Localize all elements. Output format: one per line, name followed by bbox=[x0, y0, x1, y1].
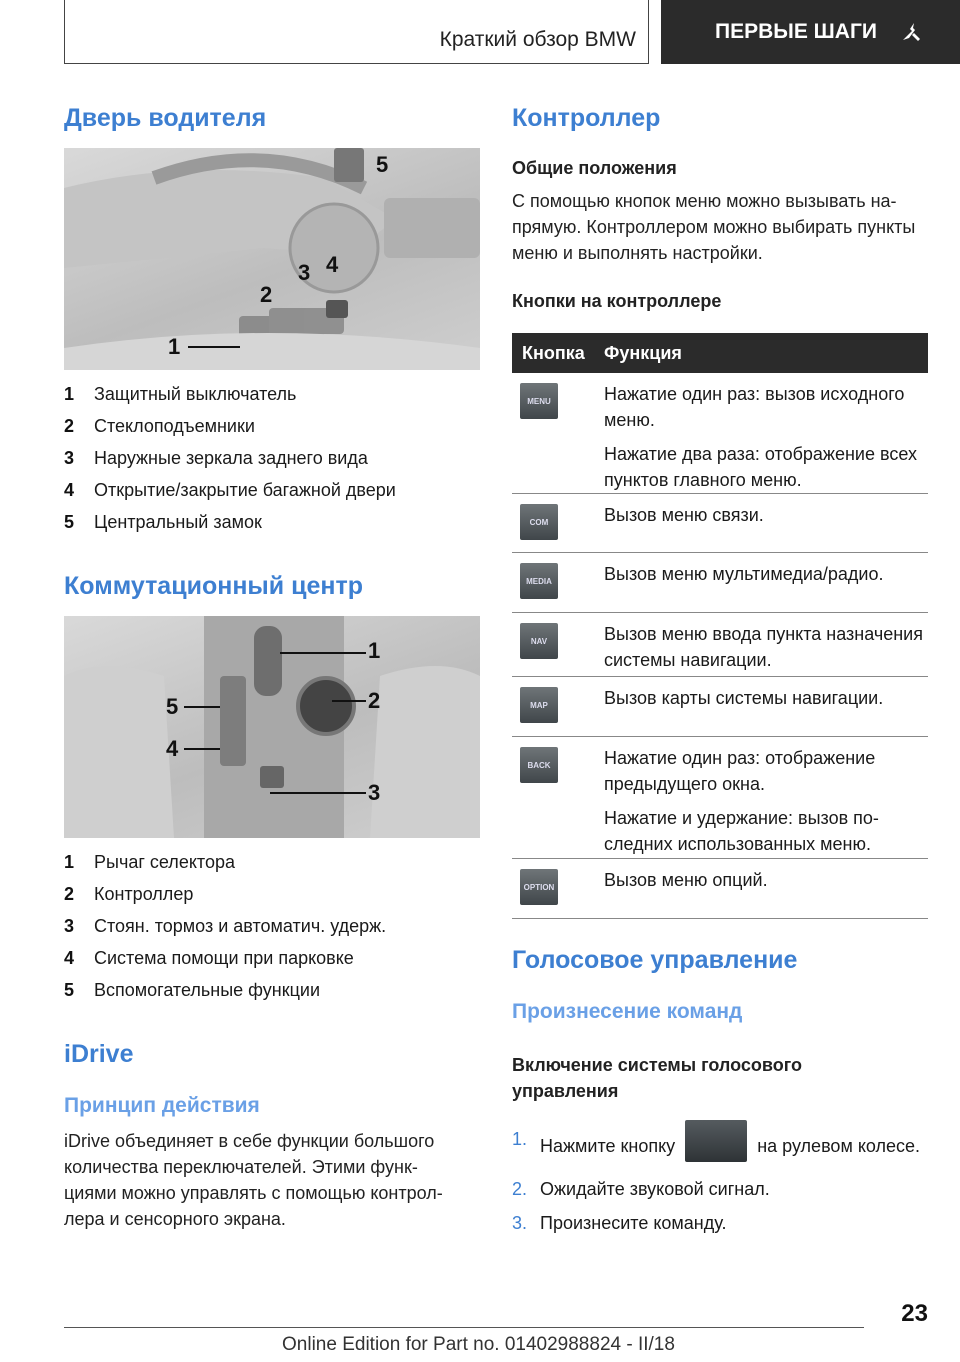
idrive-subtitle: Принцип действия bbox=[64, 1094, 260, 1117]
section-tab bbox=[661, 0, 960, 64]
table-row bbox=[512, 737, 928, 859]
item-num: 1 bbox=[64, 851, 75, 872]
table-row bbox=[512, 859, 928, 919]
callout-2: 2 bbox=[260, 282, 273, 307]
footer-text: Online Edition for Part no. 01402988824 - II/18 bbox=[282, 1334, 675, 1355]
list-item bbox=[64, 878, 480, 910]
voice-heading: Включение системы голосового управления bbox=[512, 1055, 802, 1101]
switch-center-photo bbox=[64, 616, 480, 838]
item-num: 3 bbox=[64, 447, 75, 468]
list-item bbox=[64, 506, 480, 538]
item-num: 3 bbox=[64, 915, 75, 936]
step-num: 2. bbox=[512, 1179, 528, 1199]
callout-1: 1 bbox=[368, 638, 381, 663]
list-item bbox=[64, 410, 480, 442]
item-text: Открытие/закрытие багажной двери bbox=[94, 479, 396, 500]
callout-line-3 bbox=[270, 792, 366, 794]
switch-center-legend bbox=[64, 846, 480, 1006]
section-tab-label: ПЕРВЫЕ ШАГИ bbox=[715, 20, 877, 43]
callout-line-5 bbox=[184, 706, 220, 708]
function-text: Вызов меню ввода пункта назначения системы навигации. bbox=[604, 624, 923, 670]
option-button-icon: OPTION bbox=[520, 869, 558, 905]
list-item bbox=[512, 1126, 928, 1168]
voice-title: Голосовое управление bbox=[512, 946, 798, 974]
item-text: Вспомогательные функции bbox=[94, 979, 321, 1000]
item-text: Контроллер bbox=[94, 883, 194, 904]
callout-3: 3 bbox=[298, 260, 311, 285]
list-item bbox=[512, 1210, 928, 1236]
callout-line-1 bbox=[280, 652, 366, 654]
driver-door-legend bbox=[64, 378, 480, 538]
function-text: Нажатие и удержание: вызов последних использованных меню. bbox=[604, 808, 879, 854]
list-item bbox=[64, 378, 480, 410]
callout-line-2 bbox=[332, 700, 366, 702]
item-text: Система помощи при парковке bbox=[94, 947, 354, 968]
callout-4: 4 bbox=[326, 252, 339, 277]
table-row bbox=[512, 613, 928, 677]
item-text: Центральный замок bbox=[94, 511, 262, 532]
controller-buttons-table bbox=[512, 333, 928, 919]
idrive-text: iDrive объединяет в себе функции большого количества переключателей. Этими функциями можно управлять с помощью контроллера и сенсорного экрана. bbox=[64, 1131, 443, 1229]
breadcrumb: Краткий обзор BMW bbox=[439, 28, 636, 51]
callout-line-1 bbox=[188, 346, 240, 348]
list-item bbox=[64, 974, 480, 1006]
item-text: Стоян. тормоз и автоматич. удерж. bbox=[94, 915, 387, 936]
step-num: 3. bbox=[512, 1213, 528, 1233]
general-heading: Общие положения bbox=[512, 158, 677, 178]
item-text: Защитный выключатель bbox=[94, 383, 297, 404]
function-text: Нажатие два раза: отображение всех пунктов главного меню. bbox=[604, 444, 917, 490]
menu-button-icon: MENU bbox=[520, 383, 558, 419]
door-panel-illustration bbox=[64, 148, 480, 370]
callout-5: 5 bbox=[166, 694, 179, 719]
com-button-icon: COM bbox=[520, 504, 558, 540]
col-header-button: Кнопка bbox=[522, 342, 585, 363]
list-item bbox=[64, 910, 480, 942]
list-item bbox=[512, 1176, 928, 1202]
callout-5: 5 bbox=[376, 152, 389, 177]
item-num: 4 bbox=[64, 947, 75, 968]
item-text: Рычаг селектора bbox=[94, 851, 235, 872]
item-num: 2 bbox=[64, 415, 75, 436]
idrive-title: iDrive bbox=[64, 1040, 134, 1068]
wrench-lightning-icon bbox=[899, 20, 923, 44]
list-item bbox=[64, 846, 480, 878]
item-num: 2 bbox=[64, 883, 75, 904]
item-num: 4 bbox=[64, 479, 75, 500]
back-button-icon: BACK bbox=[520, 747, 558, 783]
switch-center-title: Коммутационный центр bbox=[64, 572, 363, 600]
callout-line-4 bbox=[184, 748, 220, 750]
buttons-heading: Кнопки на контроллере bbox=[512, 291, 722, 311]
voice-steps bbox=[512, 1126, 928, 1244]
voice-button-icon bbox=[685, 1120, 747, 1162]
callout-4: 4 bbox=[166, 736, 179, 761]
col-header-function: Функция bbox=[604, 342, 682, 363]
function-text: Нажатие один раз: отображение предыдущего окна. bbox=[604, 748, 876, 794]
function-text: Вызов меню мультимедиа/радио. bbox=[604, 564, 884, 584]
step-num: 1. bbox=[512, 1129, 528, 1149]
step-text-after: на рулевом колесе. bbox=[757, 1135, 921, 1156]
callout-3: 3 bbox=[368, 780, 381, 805]
table-row bbox=[512, 677, 928, 737]
general-text: С помощью кнопок меню можно вызывать напрямую. Контроллером можно выбирать пункты меню и выполнять настройки. bbox=[512, 191, 916, 263]
step-text: Произнесите команду. bbox=[540, 1213, 727, 1233]
list-item bbox=[64, 442, 480, 474]
item-num: 5 bbox=[64, 979, 75, 1000]
voice-subtitle: Произнесение команд bbox=[512, 1000, 743, 1023]
page-number: 23 bbox=[901, 1300, 928, 1327]
table-row bbox=[512, 373, 928, 494]
driver-door-photo bbox=[64, 148, 480, 370]
map-button-icon: MAP bbox=[520, 687, 558, 723]
table-row bbox=[512, 553, 928, 613]
console-illustration bbox=[64, 616, 480, 838]
step-text: Ожидайте звуковой сигнал. bbox=[540, 1179, 770, 1199]
item-num: 5 bbox=[64, 511, 75, 532]
controller-title: Контроллер bbox=[512, 104, 661, 132]
function-text: Вызов карты системы навигации. bbox=[604, 688, 884, 708]
table-row bbox=[512, 494, 928, 553]
footer-divider bbox=[64, 1327, 864, 1328]
function-text: Вызов меню связи. bbox=[604, 505, 764, 525]
item-text: Наружные зеркала заднего вида bbox=[94, 447, 368, 468]
function-text: Вызов меню опций. bbox=[604, 870, 768, 890]
function-text: Нажатие один раз: вызов исходного меню. bbox=[604, 384, 905, 430]
step-text-before: Нажмите кнопку bbox=[540, 1135, 676, 1156]
callout-1: 1 bbox=[168, 334, 181, 359]
media-button-icon: MEDIA bbox=[520, 563, 558, 599]
driver-door-title: Дверь водителя bbox=[64, 104, 267, 132]
list-item bbox=[64, 474, 480, 506]
item-num: 1 bbox=[64, 383, 75, 404]
nav-button-icon: NAV bbox=[520, 623, 558, 659]
table-header bbox=[512, 333, 928, 373]
callout-2: 2 bbox=[368, 688, 381, 713]
item-text: Стеклоподъемники bbox=[94, 415, 255, 436]
list-item bbox=[64, 942, 480, 974]
